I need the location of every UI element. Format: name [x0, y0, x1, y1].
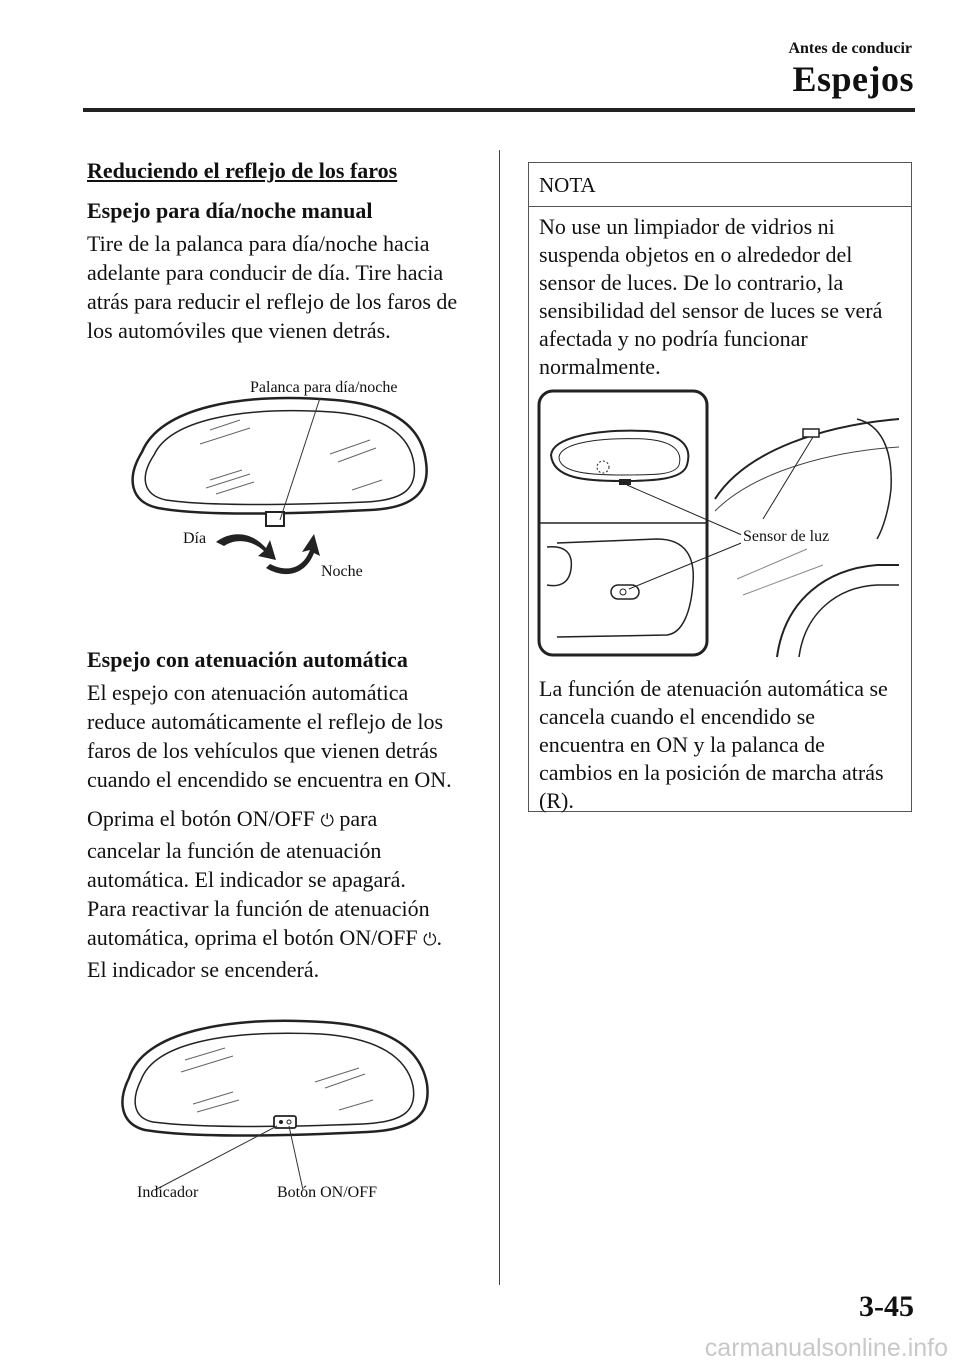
day-label: Día — [183, 530, 207, 547]
manual-subheading: Espejo para día/noche manual — [87, 198, 373, 223]
auto-line: El indicador se encenderá. — [87, 957, 320, 982]
manual-mirror-figure — [120, 370, 460, 600]
manual-line: atrás para reducir el reflejo de los faros de — [87, 289, 458, 314]
note-line: sensor de luces. De lo contrario, la — [539, 270, 844, 295]
note-box — [528, 162, 912, 812]
auto-line: automática. El indicador se apagará. — [87, 867, 406, 892]
note-line: sensibilidad del sensor de luces se verá — [539, 298, 883, 323]
note-line: cancela cuando el encendido se — [539, 704, 816, 729]
auto-line: El espejo con atenuación automática — [87, 680, 409, 705]
note-line: (R). — [539, 788, 574, 813]
note-paragraph-2 — [539, 675, 909, 815]
page-number: 3-45 — [859, 1290, 914, 1323]
auto-line-part: . — [436, 925, 443, 950]
section-header: Antes de conducir — [788, 40, 912, 57]
page-title: Espejos — [792, 59, 914, 99]
note-header — [529, 163, 911, 207]
note-line: suspenda objetos en o alrededor del — [539, 242, 853, 267]
manual-line: adelante para conducir de día. Tire hacia — [87, 260, 444, 285]
note-line: La función de atenuación automática se — [539, 676, 888, 701]
auto-line: cancelar la función de atenuación — [87, 838, 382, 863]
auto-mirror-figure — [115, 1010, 445, 1200]
indicator-label: Indicador — [137, 1184, 199, 1201]
watermark: carmanualsonline.info — [704, 1334, 948, 1362]
note-paragraph-1 — [539, 213, 909, 381]
auto-line: reduce automáticamente el reflejo de los — [87, 709, 444, 734]
note-line: cambios en la posición de marcha atrás — [539, 760, 884, 785]
light-sensor-label: Sensor de luz — [743, 528, 830, 545]
manual-line: Tire de la palanca para día/noche hacia — [87, 231, 430, 256]
note-title: NOTA — [539, 173, 596, 197]
auto-line: faros de los vehículos que vienen detrás — [87, 738, 438, 763]
auto-line-part: para — [339, 806, 378, 831]
auto-line-part: Oprima el botón ON/OFF — [87, 806, 315, 831]
auto-line — [87, 923, 487, 955]
auto-line-part: automática, oprima el botón ON/OFF — [87, 925, 418, 950]
auto-line: cuando el encendido se encuentra en ON. — [87, 767, 452, 792]
section-heading: Reduciendo el reflejo de los faros — [87, 158, 398, 183]
power-icon: ⏻ — [423, 930, 437, 950]
note-line: encuentra en ON y la palanca de — [539, 732, 825, 757]
column-divider — [499, 150, 500, 1285]
auto-line: Para reactivar la función de atenuación — [87, 896, 430, 921]
auto-paragraph — [87, 678, 487, 794]
lever-label: Palanca para día/noche — [250, 379, 398, 396]
manual-paragraph — [87, 229, 487, 345]
header-divider — [83, 108, 915, 112]
auto-subheading: Espejo con atenuación automática — [87, 647, 408, 672]
power-icon: ⏻ — [320, 811, 334, 831]
manual-line: los automóviles que vienen detrás. — [87, 318, 391, 343]
night-label: Noche — [321, 563, 363, 580]
light-sensor-figure — [537, 389, 901, 659]
note-line: No use un limpiador de vidrios ni — [539, 214, 835, 239]
onoff-button-label: Botón ON/OFF — [277, 1184, 378, 1201]
auto-paragraph-2 — [87, 804, 487, 984]
note-line: afectada y no podría funcionar — [539, 326, 808, 351]
auto-line — [87, 804, 487, 836]
note-line: normalmente. — [539, 354, 661, 379]
